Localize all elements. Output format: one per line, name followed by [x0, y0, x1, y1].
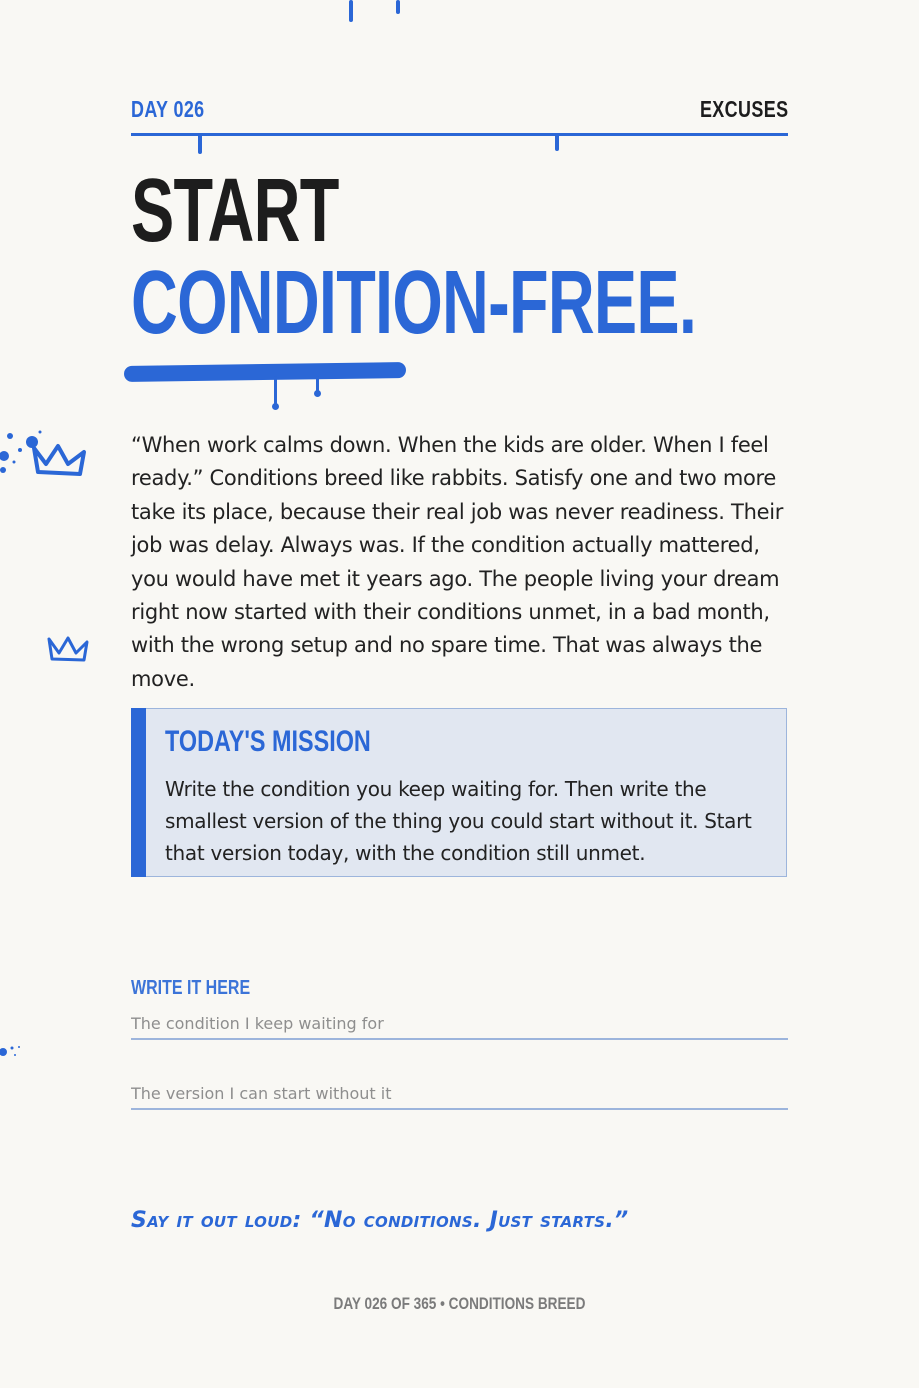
brush-drip-1-dot	[272, 403, 279, 410]
headline-line2: CONDITION-FREE.	[131, 253, 697, 353]
brush-underline	[124, 362, 406, 382]
paint-splatter-icon	[0, 1042, 24, 1062]
headline-line1: START	[131, 161, 339, 261]
crown-icon	[30, 440, 88, 478]
write-label: WRITE IT HERE	[131, 977, 251, 999]
start-version-input[interactable]	[131, 1078, 788, 1110]
footer: DAY 026 OF 365 • CONDITIONS BREED	[333, 1294, 586, 1313]
rule-drip-right	[555, 134, 559, 151]
top-drip-right	[396, 0, 400, 14]
brush-drip-2-dot	[314, 390, 321, 397]
rule-drip-left	[198, 134, 202, 154]
mission-box	[131, 708, 787, 877]
header-rule	[131, 133, 788, 136]
mission-accent-bar	[131, 708, 146, 877]
mission-text: Write the condition you keep waiting for. Then write the smallest version of the thing you could start without it. Start that version today, with the condition still unmet.	[165, 777, 752, 865]
top-drip-left	[349, 0, 353, 22]
mission-title: TODAY'S MISSION	[165, 725, 371, 758]
condition-input[interactable]	[131, 1008, 788, 1040]
theme-label: EXCUSES	[699, 96, 788, 122]
day-label: DAY 026	[131, 96, 205, 122]
affirmation: Say it out loud: “No conditions. Just starts.”	[131, 1208, 629, 1233]
body-paragraph: “When work calms down. When the kids are older. When I feel ready.” Conditions breed like rabbits. Satisfy one and two more take its place, because their real job was never readiness. Their job was delay. Always was. If the condition actually mattered, you would have met it years ago. The people living your dream right now started with their conditions unmet, in a bad month, with the wrong setup and no spare time. That was always the move.	[131, 433, 784, 691]
crown-icon	[46, 634, 90, 664]
